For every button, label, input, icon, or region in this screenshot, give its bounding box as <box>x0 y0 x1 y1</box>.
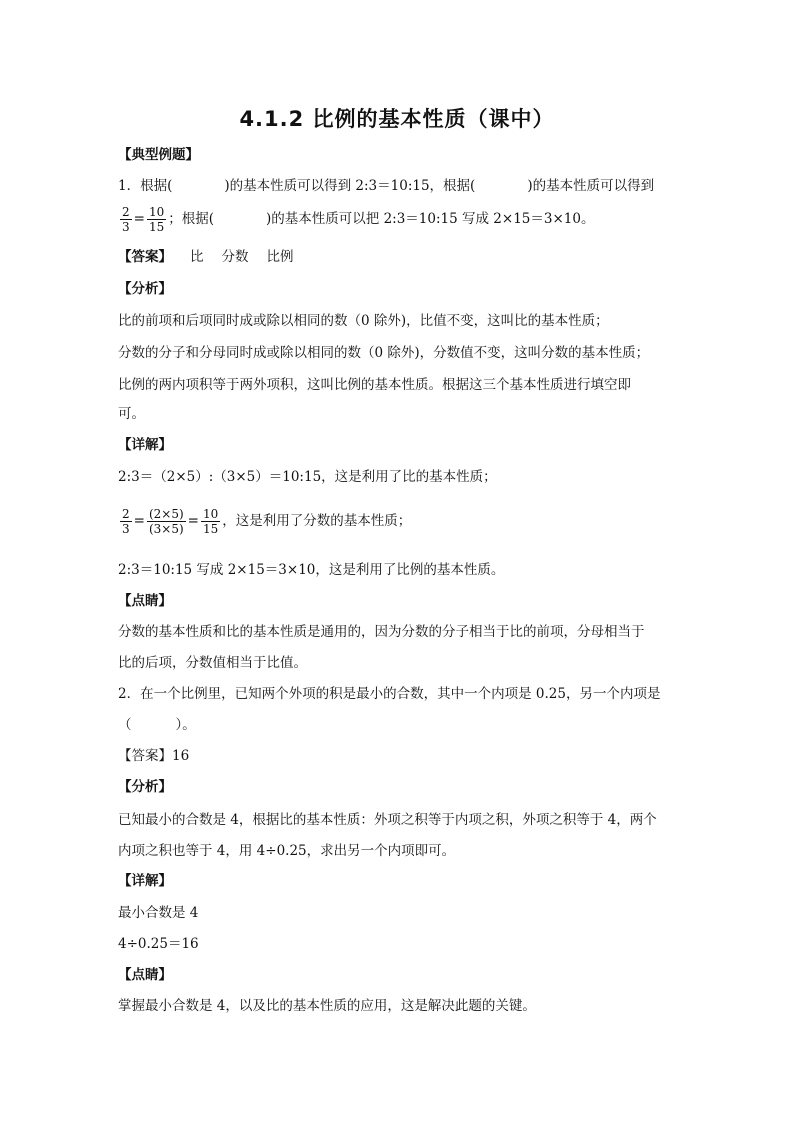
answer-label: 【答案】 <box>118 249 172 265</box>
q1-detail-line1: 2:3＝（2×5）:（3×5）＝10:15，这是利用了比的基本性质； <box>118 469 497 485</box>
fraction-numerator: 10 <box>202 507 219 521</box>
equals-sign: = <box>133 211 145 227</box>
q1-stem-line2 <box>118 204 594 234</box>
q1-text-4: ；根据( <box>168 211 215 227</box>
fraction-numerator: (2×5) <box>148 507 184 521</box>
q1-text-2: )的基本性质可以得到 2:3＝10:15，根据( <box>224 178 476 194</box>
q2-analysis-line: 内项之积也等于 4，用 4÷0.25，求出另一个内项即可。 <box>118 843 456 859</box>
q1-text-3: )的基本性质可以得到 <box>527 178 655 194</box>
fraction-denominator: 15 <box>148 220 165 234</box>
q1-point-label: 【点睛】 <box>118 593 172 609</box>
equals-sign: = <box>133 513 145 529</box>
q1-text-5: )的基本性质可以把 2:3＝10:15 写成 2×15＝3×10。 <box>266 211 595 227</box>
fraction-10-15 <box>147 205 166 234</box>
q2-paren-open: （ <box>118 717 132 733</box>
fraction-2x5-3x5 <box>147 507 186 536</box>
q1-analysis-line: 分数的分子和分母同时成或除以相同的数（0 除外)，分数值不变，这叫分数的基本性质； <box>118 345 650 361</box>
q1-analysis-line: 比例的两内项积等于两外项积，这叫比例的基本性质。根据这三个基本性质进行填空即 <box>118 377 631 393</box>
q1-analysis-label: 【分析】 <box>118 281 172 297</box>
q2-detail-label: 【详解】 <box>118 873 172 889</box>
q1-analysis-line: 可。 <box>118 406 145 422</box>
fraction-10-15 <box>201 507 220 536</box>
q1-text-1: 1．根据( <box>118 178 173 194</box>
fraction-2-3 <box>120 205 132 234</box>
q2-paren-close: ）。 <box>175 717 196 733</box>
q1-detail-label: 【详解】 <box>118 437 172 453</box>
answer-1: 比 <box>190 249 204 265</box>
fraction-numerator: 10 <box>148 205 165 219</box>
fraction-denominator: (3×5) <box>148 522 184 536</box>
q2-analysis-line: 已知最小的合数是 4，根据比的基本性质：外项之积等于内项之积，外项之积等于 4，两个 <box>118 812 657 828</box>
q2-stem-line2 <box>118 715 196 735</box>
q1-point-line: 比的后项，分数值相当于比值。 <box>118 655 307 671</box>
page-title: 4.1.2 比例的基本性质（课中） <box>239 107 555 131</box>
q2-point-line: 掌握最小合数是 4，以及比的基本性质的应用，这是解决此题的关键。 <box>118 998 536 1014</box>
fraction-2-3 <box>120 507 132 536</box>
fraction-numerator: 2 <box>122 507 130 521</box>
q2-detail-line: 最小合数是 4 <box>118 905 199 921</box>
fraction-numerator: 2 <box>122 205 130 219</box>
q1-detail-fraction-line <box>118 503 411 539</box>
q2-stem-line1: 2．在一个比例里，已知两个外项的积是最小的合数，其中一个内项是 0.25，另一个内项是 <box>118 686 661 702</box>
fraction-denominator: 3 <box>122 220 130 234</box>
fraction-denominator: 3 <box>122 522 130 536</box>
q1-analysis-line: 比的前项和后项同时成或除以相同的数（0 除外)，比值不变，这叫比的基本性质； <box>118 313 609 329</box>
q1-detail-fraction-tail: ，这是利用了分数的基本性质； <box>222 513 412 529</box>
q1-detail-line3: 2:3＝10:15 写成 2×15＝3×10，这是利用了比例的基本性质。 <box>118 562 505 578</box>
q1-stem-line1 <box>118 176 654 196</box>
fraction-denominator: 15 <box>202 522 219 536</box>
answer-2: 分数 <box>221 249 249 265</box>
q2-answer-line: 【答案】16 <box>118 748 190 764</box>
equals-sign: = <box>187 513 199 529</box>
q2-detail-line: 4÷0.25＝16 <box>118 936 199 952</box>
section-label: 【典型例题】 <box>118 147 199 163</box>
answer-3: 比例 <box>266 249 294 265</box>
q2-point-label: 【点睛】 <box>118 967 172 983</box>
q2-analysis-label: 【分析】 <box>118 779 172 795</box>
q1-point-line: 分数的基本性质和比的基本性质是通用的，因为分数的分子相当于比的前项，分母相当于 <box>118 624 645 640</box>
q1-answer-row <box>118 247 294 267</box>
